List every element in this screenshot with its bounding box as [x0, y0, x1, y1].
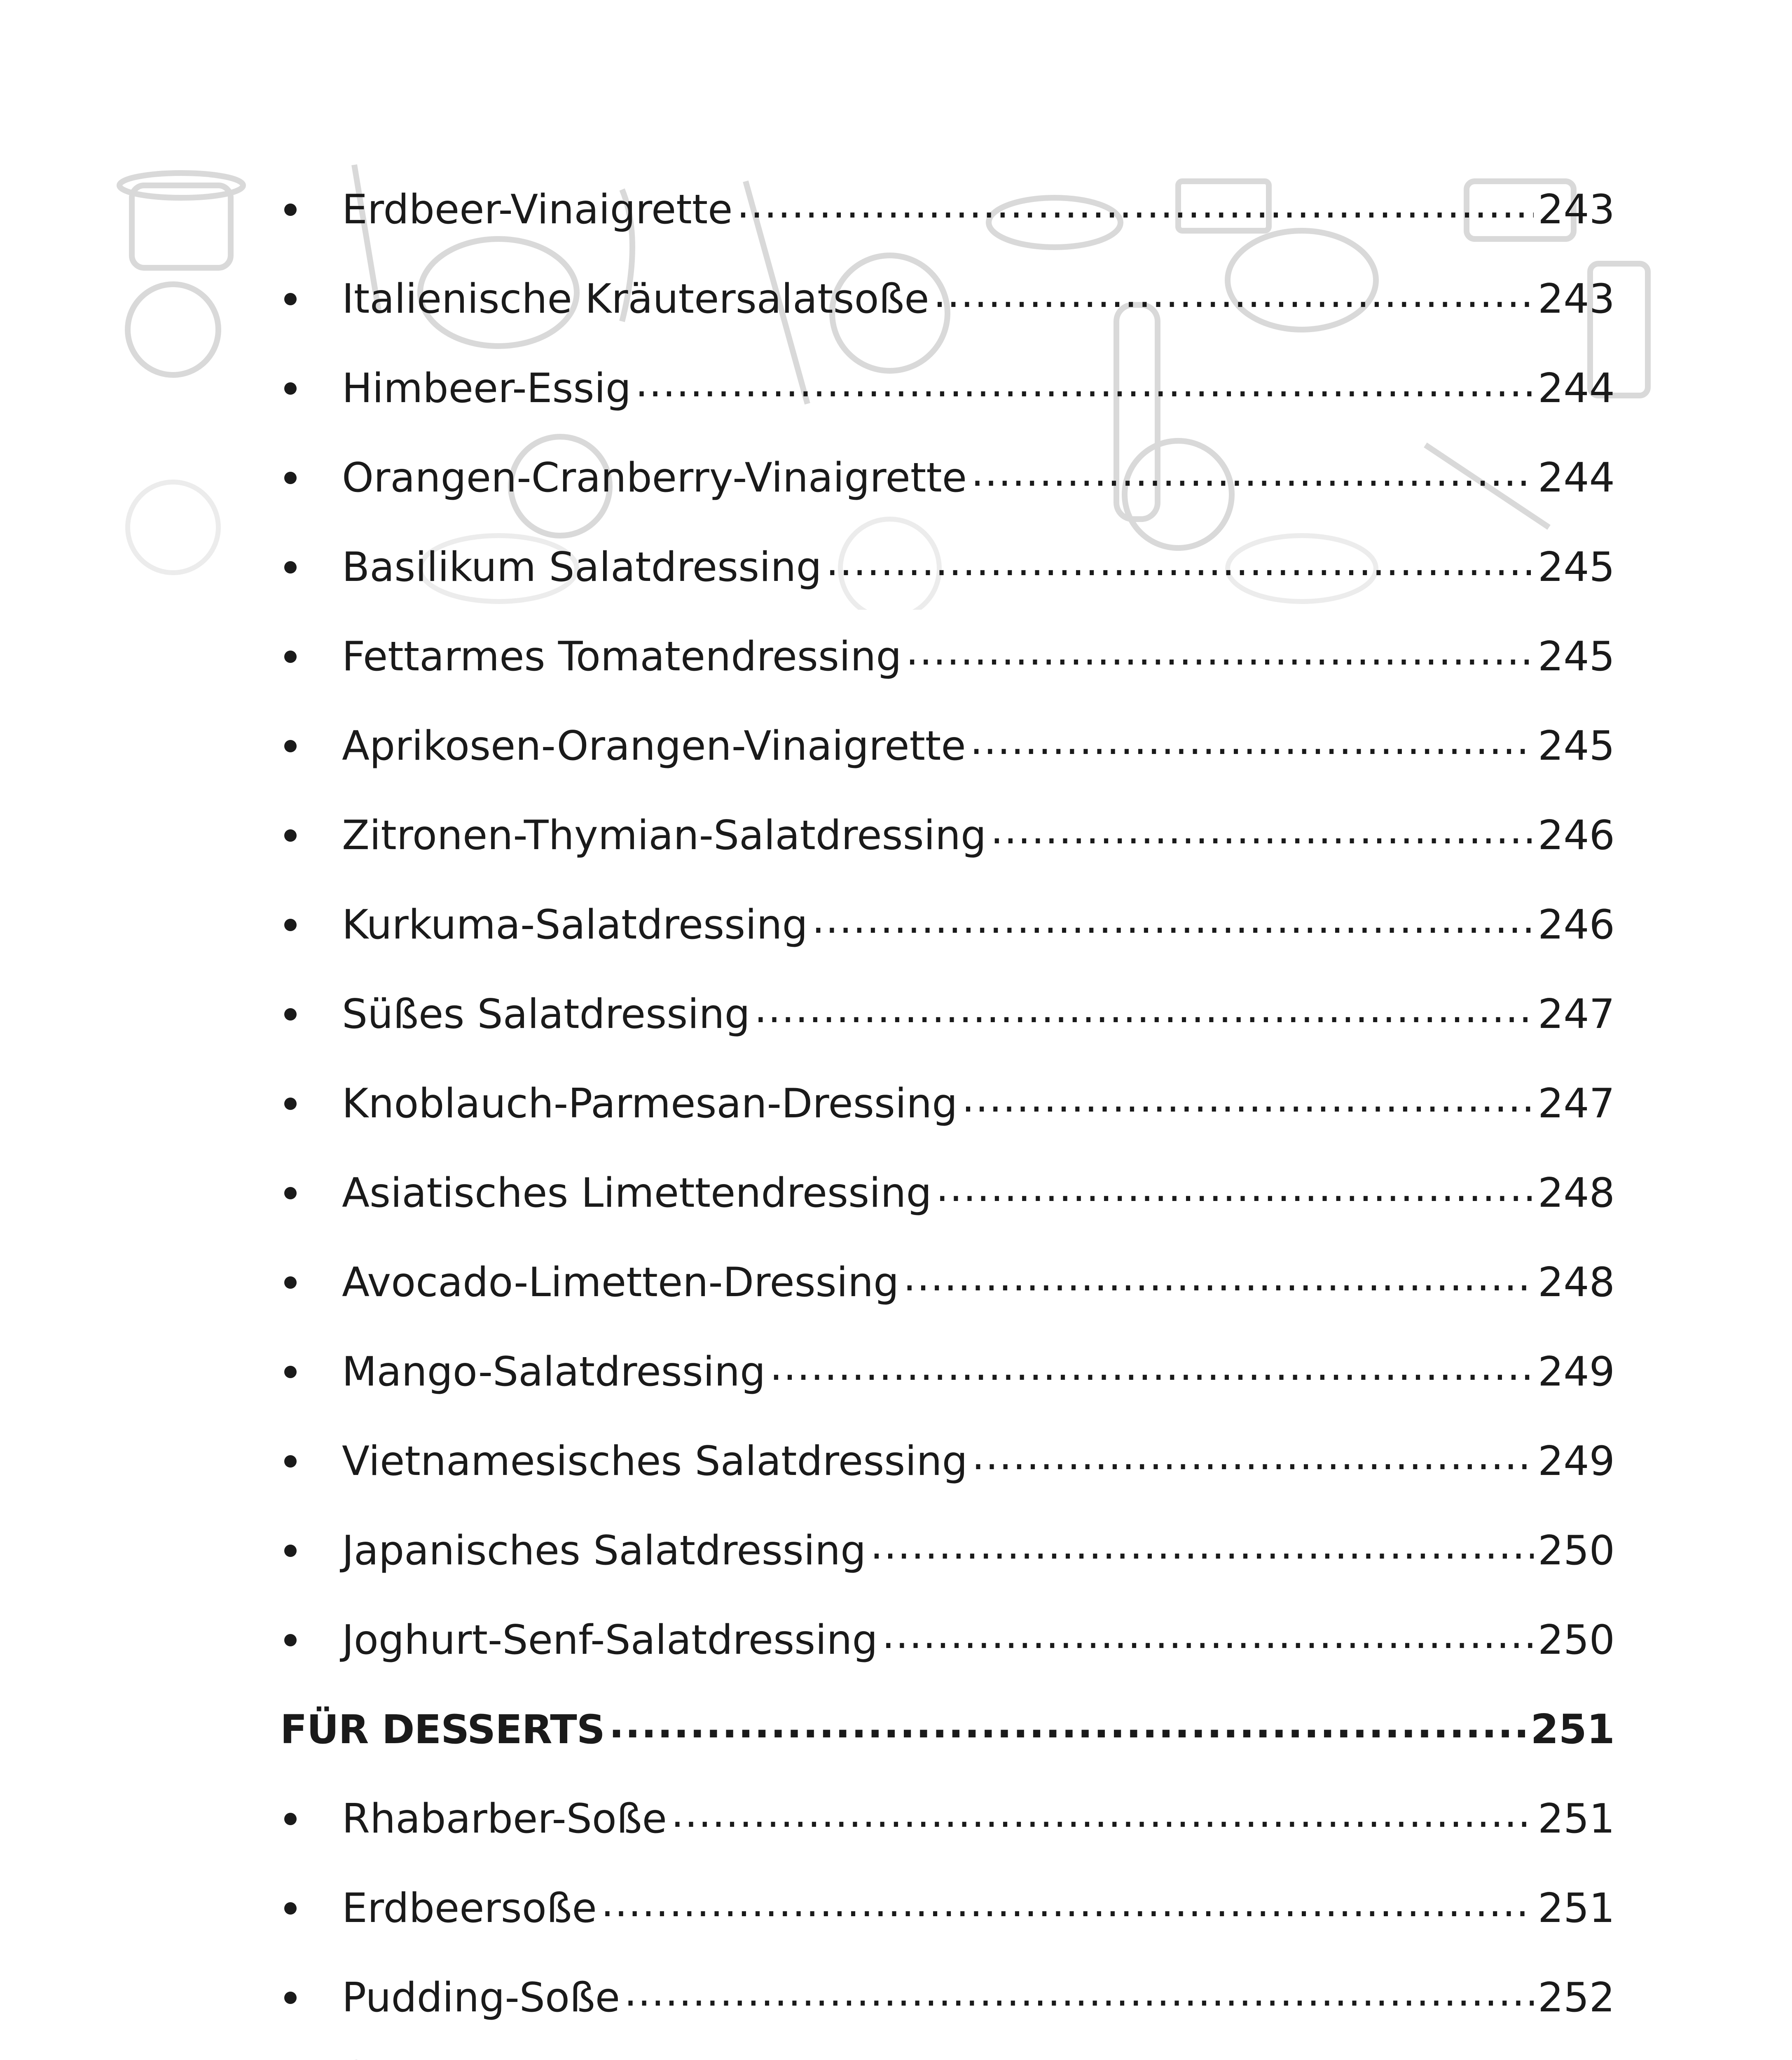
dot-leader — [970, 726, 1534, 766]
toc-entry-label: Rhabarber-Soße — [342, 1795, 667, 1842]
toc-entry[interactable] — [280, 522, 1615, 612]
dot-leader — [933, 279, 1534, 319]
toc-entry-label: Mango-Salatdressing — [342, 1348, 766, 1395]
toc-entry-page: 249 — [1537, 1437, 1615, 1485]
toc-entry[interactable] — [280, 1059, 1615, 1148]
toc-entry-page: 247 — [1537, 990, 1615, 1038]
toc-entry[interactable] — [280, 254, 1615, 344]
toc-entry[interactable] — [280, 1327, 1615, 1416]
bullet-icon — [284, 651, 297, 663]
toc-entry-label: Fettarmes Tomatendressing — [342, 633, 902, 680]
toc-entry-page: 245 — [1537, 633, 1615, 680]
toc-entry-label: Erdbeer-Vinaigrette — [342, 186, 733, 233]
toc-entry-label: Japanisches Salatdressing — [342, 1527, 866, 1574]
toc-entry-page: 249 — [1537, 1348, 1615, 1395]
toc-entry[interactable] — [280, 1863, 1615, 1953]
toc-entry[interactable] — [280, 969, 1615, 1059]
toc-entry[interactable] — [280, 1506, 1615, 1595]
toc-section-heading[interactable] — [280, 1685, 1615, 1774]
toc-entry-page: 251 — [1537, 1884, 1615, 1932]
bullet-icon — [284, 1813, 297, 1825]
toc-entry[interactable] — [280, 1148, 1615, 1238]
toc-entry-label: Vietnamesisches Salatdressing — [342, 1437, 968, 1485]
toc-section-label: FÜR DESSERTS — [280, 1706, 605, 1753]
toc-entry-page: 244 — [1537, 454, 1615, 501]
toc-entry-label: Basilikum Salatdressing — [342, 543, 822, 591]
toc-entry-page: 252 — [1537, 1974, 1615, 2021]
bullet-icon — [284, 1902, 297, 1915]
toc-entry[interactable] — [280, 2042, 1615, 2060]
toc-entry-page: 244 — [1537, 365, 1615, 412]
toc-entry-page: 248 — [1537, 1169, 1615, 1217]
toc-entry-label: Zitronen-Thymian-Salatdressing — [342, 812, 987, 859]
toc-entry-page: 243 — [1537, 186, 1615, 233]
toc-entry[interactable] — [280, 344, 1615, 433]
dot-leader — [609, 1709, 1527, 1750]
toc-entry-label: Aprikosen-Orangen-Vinaigrette — [342, 722, 966, 770]
toc-entry-label: Himbeer-Essig — [342, 365, 632, 412]
dot-leader — [870, 1531, 1534, 1571]
dot-leader — [754, 994, 1534, 1035]
toc-entry-page: 248 — [1537, 1259, 1615, 1306]
dot-leader — [601, 1888, 1534, 1929]
bullet-icon — [284, 472, 297, 484]
toc-entry-page: 250 — [1537, 1616, 1615, 1664]
dot-leader — [990, 815, 1534, 856]
bullet-icon — [284, 561, 297, 574]
dot-leader — [971, 458, 1534, 498]
toc-entry-label: Orangen-Cranberry-Vinaigrette — [342, 454, 967, 501]
toc-entry[interactable] — [280, 1416, 1615, 1506]
dot-leader — [635, 368, 1534, 409]
bullet-icon — [284, 293, 297, 305]
toc-entry[interactable] — [280, 1953, 1615, 2042]
dot-leader — [770, 1352, 1534, 1392]
bullet-icon — [284, 740, 297, 752]
toc-entry-label: Erdbeersoße — [342, 1884, 597, 1932]
toc-entry-page: 243 — [1537, 275, 1615, 323]
toc-entry[interactable] — [280, 165, 1615, 254]
bullet-icon — [284, 382, 297, 395]
toc-entry[interactable] — [280, 1774, 1615, 1863]
dot-leader — [936, 1173, 1534, 1213]
bullet-icon — [284, 1634, 297, 1646]
bullet-icon — [284, 1455, 297, 1468]
bullet-icon — [284, 1187, 297, 1199]
dot-leader — [906, 637, 1534, 677]
toc-entry-label: Knoblauch-Parmesan-Dressing — [342, 1080, 958, 1127]
dot-leader — [624, 1978, 1534, 2018]
bullet-icon — [284, 1992, 297, 2004]
dot-leader — [671, 1799, 1534, 1839]
toc-entry-page: 251 — [1537, 1795, 1615, 1842]
toc-entry-page: 245 — [1537, 722, 1615, 770]
toc-entry-page: 247 — [1537, 1080, 1615, 1127]
toc-entry-label: Italienische Kräutersalatsoße — [342, 275, 929, 323]
toc-entry[interactable] — [280, 433, 1615, 522]
toc-entry-label: Kurkuma-Salatdressing — [342, 901, 808, 948]
toc-entry[interactable] — [280, 1595, 1615, 1685]
dot-leader — [962, 1084, 1534, 1124]
bullet-icon — [284, 1276, 297, 1289]
toc-entry-page: 246 — [1537, 812, 1615, 859]
bullet-icon — [284, 1098, 297, 1110]
bullet-icon — [284, 1008, 297, 1021]
toc-entry[interactable] — [280, 612, 1615, 701]
toc-entry[interactable] — [280, 1238, 1615, 1327]
toc-entry[interactable] — [280, 701, 1615, 791]
table-of-contents — [280, 165, 1615, 2060]
toc-entry[interactable] — [280, 880, 1615, 969]
toc-entry-label: Süßes Salatdressing — [342, 990, 750, 1038]
toc-entry-label: Asiatisches Limettendressing — [342, 1169, 932, 1217]
bullet-icon — [284, 1545, 297, 1557]
dot-leader — [737, 190, 1534, 230]
toc-entry-page: 250 — [1537, 1527, 1615, 1574]
dot-leader — [812, 905, 1534, 945]
toc-section-page: 251 — [1530, 1706, 1615, 1753]
dot-leader — [903, 1262, 1534, 1303]
bullet-icon — [284, 204, 297, 216]
toc-entry-label: Joghurt-Senf-Salatdressing — [342, 1616, 878, 1664]
toc-entry[interactable] — [280, 791, 1615, 880]
dot-leader — [826, 547, 1534, 588]
dot-leader — [882, 1620, 1534, 1660]
toc-entry-label: Pudding-Soße — [342, 1974, 620, 2021]
toc-entry-page: 245 — [1537, 543, 1615, 591]
bullet-icon — [284, 919, 297, 931]
dot-leader — [972, 1441, 1534, 1482]
toc-entry-label: Avocado-Limetten-Dressing — [342, 1259, 899, 1306]
toc-entry-page: 246 — [1537, 901, 1615, 948]
bullet-icon — [284, 1366, 297, 1378]
bullet-icon — [284, 829, 297, 842]
